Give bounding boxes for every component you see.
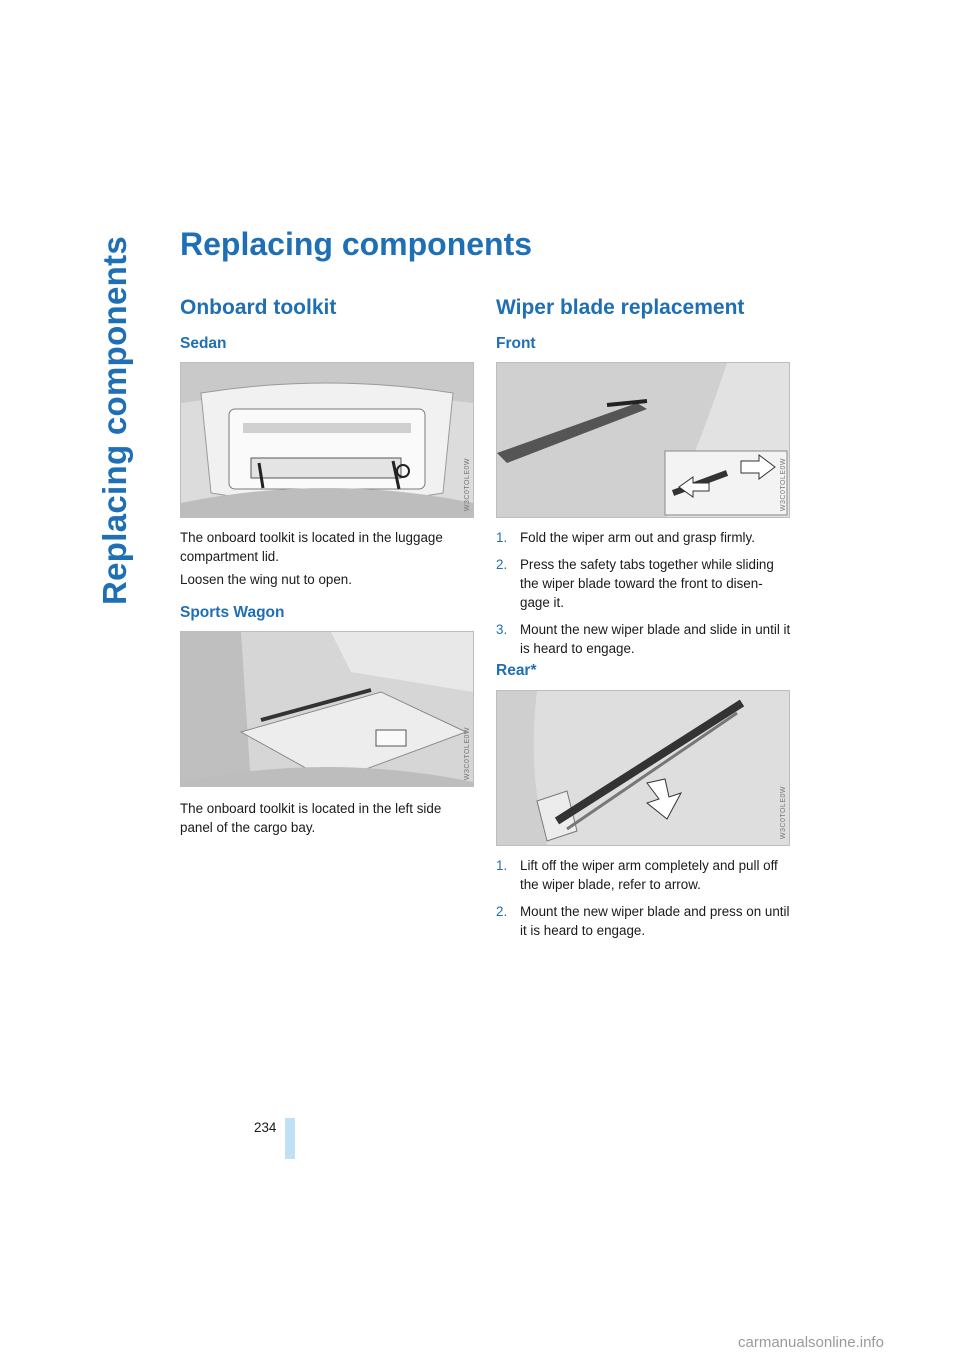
figure-code: W3C0TOLE0W: [464, 457, 471, 511]
figure-wagon-toolkit: [180, 631, 474, 787]
heading-onboard-toolkit: Onboard toolkit: [180, 296, 337, 319]
side-section-title: Replacing components: [96, 235, 133, 605]
heading-front: Front: [496, 335, 536, 352]
heading-rear: Rear*: [496, 662, 537, 679]
heading-wiper-blade-replacement: Wiper blade replacement: [496, 296, 745, 319]
figure-sedan-toolkit: [180, 362, 474, 518]
front-steps-list: [496, 528, 792, 666]
list-item: 2. Press the safety tabs together while sliding the wiper blade toward the front to disen-gage it.: [496, 557, 774, 610]
page-title: Replacing components: [180, 226, 533, 262]
figure-code: W3C0TOLE0W: [780, 457, 787, 511]
page-number: 234: [254, 1120, 277, 1135]
wagon-text-location: The onboard toolkit is located in the left side panel of the cargo bay.: [180, 801, 442, 835]
sedan-text-open: Loosen the wing nut to open.: [180, 572, 352, 587]
figure-rear-wiper: [496, 690, 790, 846]
figure-front-wiper: [496, 362, 790, 518]
rear-steps-list: [496, 856, 792, 948]
list-item: 2. Mount the new wiper blade and press on until it is heard to engage.: [496, 904, 790, 938]
list-item: 3. Mount the new wiper blade and slide in until it is heard to engage.: [496, 622, 791, 656]
list-item: 1. Fold the wiper arm out and grasp firmly.: [496, 530, 755, 545]
sedan-text-location: The onboard toolkit is located in the luggage compartment lid.: [180, 530, 443, 564]
heading-sedan: Sedan: [180, 335, 227, 352]
page-marker-bar: [285, 1118, 295, 1159]
heading-sports-wagon: Sports Wagon: [180, 604, 285, 621]
figure-code: W3C0TOLE0W: [780, 785, 787, 839]
figure-code: W3C0TOLE0W: [464, 726, 471, 780]
list-item: 1. Lift off the wiper arm completely and pull off the wiper blade, refer to arrow.: [496, 858, 778, 892]
footer-watermark: carmanualsonline.info: [738, 1334, 884, 1351]
